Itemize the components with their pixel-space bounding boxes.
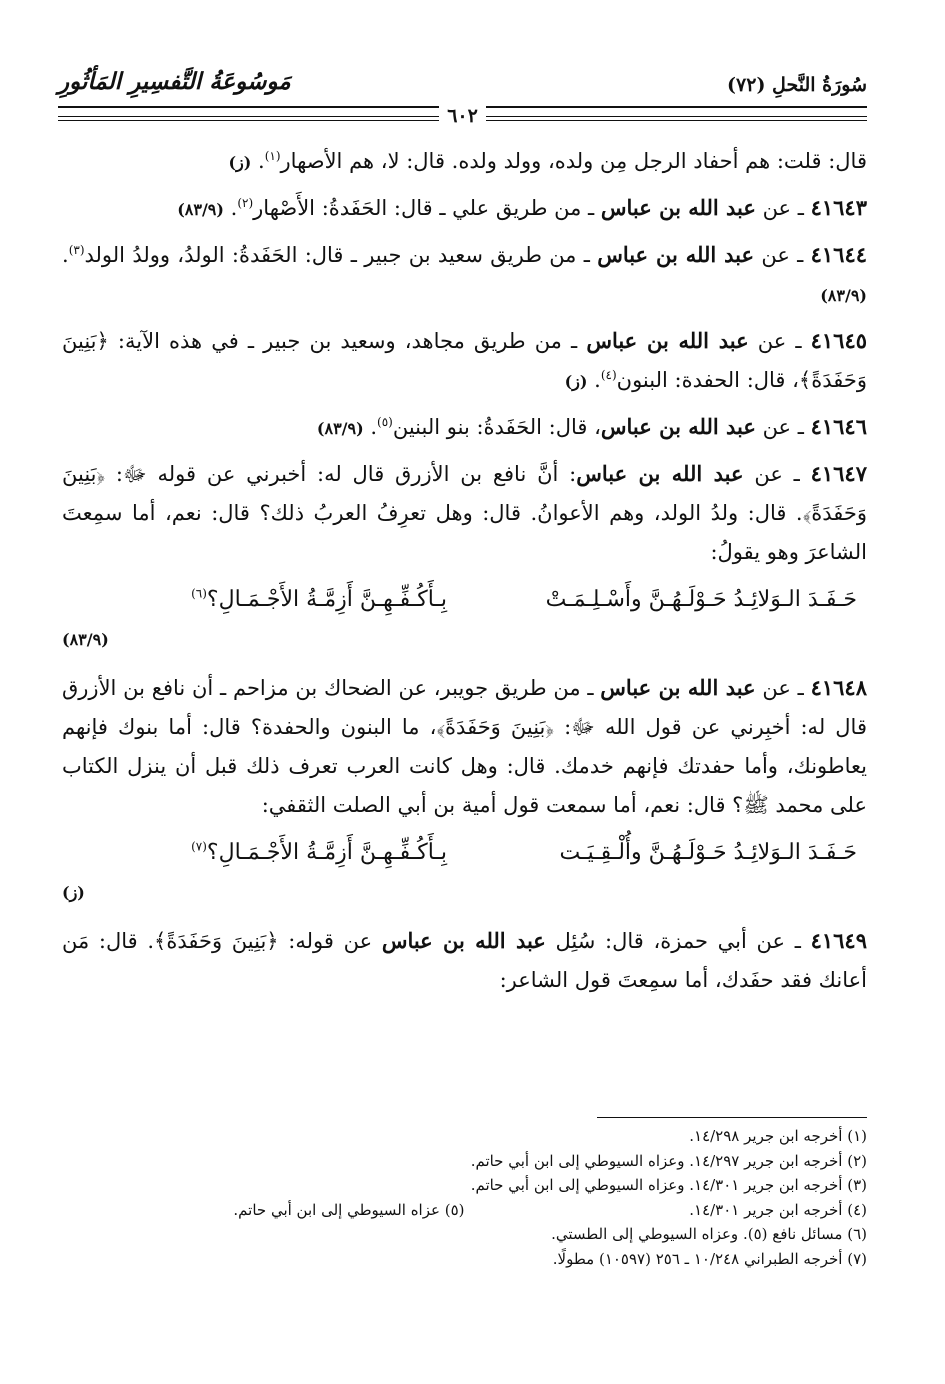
footnote: (٣) أخرجه ابن جرير ١٤/٣٠١. وعزاه السيوطي إلى ابن أبي حاتم. [470,1176,867,1194]
source-ref: (٨٣/٩) [316,419,364,438]
surah-title: سُورَةُ النَّحلِ (٧٢) [727,74,867,96]
footnote: (١) أخرجه ابن جرير ١٤/٢٩٨. [689,1127,867,1145]
source-ref: (٨٣/٩) [62,630,109,649]
footnote-marker: (٥) [377,415,393,429]
footnotes [62,1124,867,1271]
footnote: (٧) أخرجه الطبراني ١٠/٢٤٨ ـ ٢٥٦ (١٠٥٩٧) مطولًا. [552,1249,867,1268]
footnote-marker: (٢) [237,196,254,210]
entry-number: ٤١٦٤٣ [810,195,867,220]
footnote-row [62,1198,867,1223]
narrator-name: عبد الله بن عباس [600,675,756,700]
page-number-bar [58,105,867,134]
footnote-marker: (٦) [191,586,207,601]
footnote: (٤) أخرجه ابن جرير ١٤/٣٠١. [689,1200,867,1219]
entry-number: ٤١٦٤٧ [810,461,867,486]
ornament-left [58,116,450,121]
entry-number: ٤١٦٤٨ [810,675,867,700]
page-header [58,68,867,108]
ornament-right [475,116,867,121]
paragraph: قال: قلت: هم أحفاد الرجل مِن ولده، وولد ولده. قال: لا، هم الأصهار$^{(١)}$. (ز) [228,149,867,173]
narrator-name: عبد الله بن عباس [597,242,755,267]
footnote-marker: (١) [264,149,281,163]
entry-number: ٤١٦٤٦ [810,414,867,439]
source-ref: (٨٣/٩) [820,286,867,305]
paragraph: ٤١٦٤٩ ـ عن أبي حمزة، قال: سُئِل عبد الله بن عباس عن قوله: ﴿بَنِينَ وَحَفَدَةً﴾. قال: مَن أعانك فقد حفَدك، أما سمِعتَ قول الشاعر: [62,928,867,992]
entry-number: ٤١٦٤٤ [810,242,868,267]
entry-number: ٤١٦٤٩ [810,928,867,953]
verse-second-hemistich: بِـأَكُـفِّـهِـنَّ أَزِمَّـةُ الأَجْـمَـالِ؟$^{(٦)}$ [191,586,447,612]
footnote-rule [597,1117,867,1118]
paragraph: ٤١٦٤٦ ـ عن عبد الله بن عباس، قال: الحَفَدةُ: بنو البنين$^{(٥)}$. (٨٣/٩) [316,414,867,439]
poem-verse [62,833,867,873]
footnote-marker: (٣) [68,243,85,257]
paragraph: ٤١٦٤٣ ـ عن عبد الله بن عباس ـ من طريق علي ـ قال: الحَفَدةُ: الأَصْهار$^{(٢)}$. (٨٣/٩) [177,195,867,220]
source-ref: (ز) [564,372,588,391]
narrator-name: عبد الله بن عباس [600,195,756,220]
verse-first-hemistich: حَـفَـدَ الـوَلائِـدُ حَـوْلَـهُـنَّ وأُلْـقِـيَـت [559,840,857,865]
footnote-marker: (٧) [191,839,207,854]
paragraph: ٤١٦٤٤ ـ عن عبد الله بن عباس ـ من طريق سعيد بن جبير ـ قال: الحَفَدةُ: الولدُ، وولدُ الولد$^{(٣)}$. (٨٣/٩) [62,242,868,305]
narrator-name: عبد الله بن عباس [586,328,749,353]
footnote: (٥) عزاه السيوطي إلى ابن أبي حاتم. [233,1200,465,1219]
page-number: ٦٠٢ [439,105,486,127]
book-title: مَوسُوعَةُ التَّفسِيرِ المَأثُورِ [58,68,291,95]
narrator-name: عبد الله بن عباس [381,928,546,953]
source-ref: (ز) [228,153,252,172]
footnote-marker: (٤) [600,368,617,382]
source-ref: (٨٣/٩) [177,200,224,219]
footnote: (٦) مسائل نافع (٥). وعزاه السيوطي إلى الطستي. [551,1225,867,1243]
verse-second-hemistich: بِـأَكُـفِّـهِـنَّ أَزِمَّـةُ الأَجْـمَـالِ؟$^{(٧)}$ [191,839,447,865]
paragraph: ٤١٦٤٨ ـ عن عبد الله بن عباس ـ من طريق جويبر، عن الضحاك بن مزاحم ـ أن نافع بن الأزرق قال له: أخبِرني عن قول الله ﷻ: ﴿بَنِينَ وَحَفَدَةً﴾، ما البنون والحفدة؟ قال: أما بنوك فإنهم يعاطونك، وأما حفدتك فإنهم خدمك. قال: وهل كانت العرب تعرف ذلك قبل أن ينزل الكتاب على محمد ﷺ؟ قال: نعم، أما سمعت قول أمية بن أبي الصلت الثقفي: [62,675,867,817]
verse-first-hemistich: حَـفَـدَ الـوَلائِـدُ حَـوْلَـهُـنَّ وأَسْـلِـمَـتْ [545,587,857,612]
source-ref: (ز) [62,883,85,902]
paragraph: ٤١٦٤٧ ـ عن عبد الله بن عباس: أنَّ نافع بن الأزرق قال له: أخبرني عن قوله ﷻ: ﴿بَنِينَ وَحَفَدَةً﴾. قال: ولدُ الولد، وهم الأعوانُ. قال: وهل تعرِفُ العربُ ذلك؟ قال: نعم، أما سمِعتَ الشاعرَ وهو يقولُ: [62,461,867,564]
entry-number: ٤١٦٤٥ [810,328,868,353]
narrator-name: عبد الله بن عباس [576,461,744,486]
narrator-name: عبد الله بن عباس [600,414,756,439]
paragraph: ٤١٦٤٥ ـ عن عبد الله بن عباس ـ من طريق مجاهد، وسعيد بن جبير ـ في هذه الآية: ﴿بَنِينَ وَحَفَدَةً﴾، قال: الحفدة: البنون$^{(٤)}$. (ز) [62,328,868,392]
main-text [62,142,867,1006]
footnote: (٢) أخرجه ابن جرير ١٤/٢٩٧. وعزاه السيوطي إلى ابن أبي حاتم. [470,1151,867,1170]
poem-verse [62,580,867,620]
